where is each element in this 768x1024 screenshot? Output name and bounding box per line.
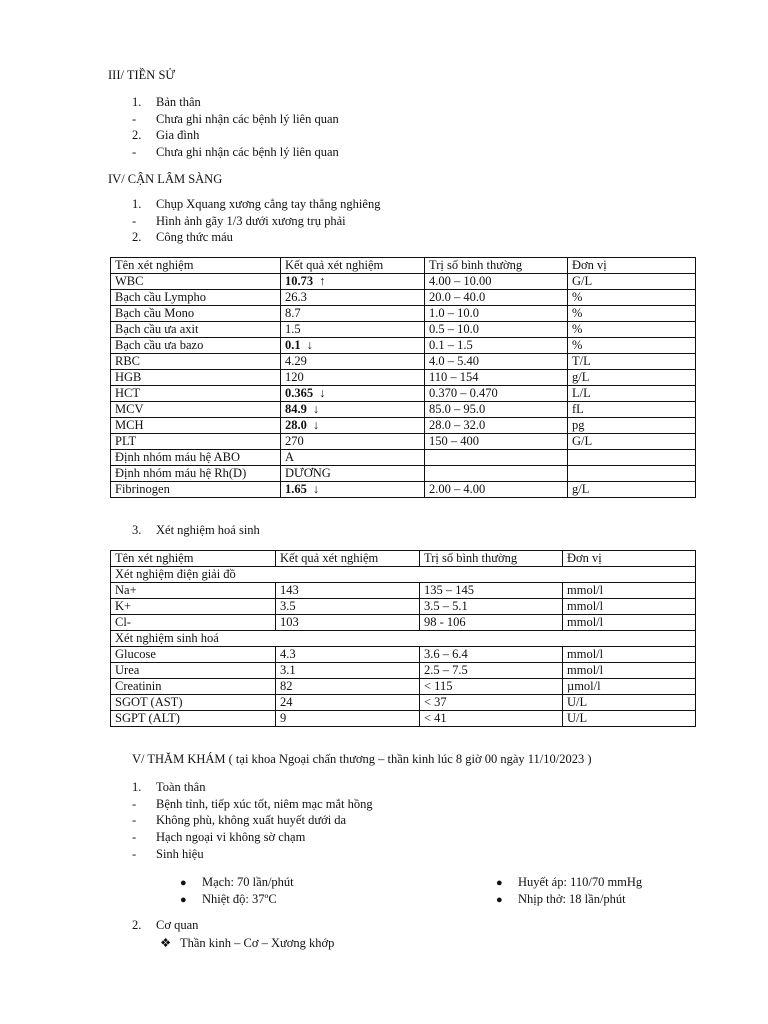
result-value: 84.9 (285, 402, 307, 416)
unit-cell: mmol/l (563, 599, 696, 615)
test-name-cell: RBC (111, 354, 281, 370)
vitals-right-list (496, 874, 642, 908)
range-cell: 2.5 – 7.5 (420, 663, 563, 679)
test-name-cell: PLT (111, 434, 281, 450)
table-row (111, 599, 696, 615)
list-text: Bản thân (156, 95, 201, 109)
group-row (111, 567, 696, 583)
test-name-cell: Bạch cầu Mono (111, 306, 281, 322)
result-value: DƯƠNG (285, 466, 331, 480)
list-text: Toàn thân (156, 780, 206, 794)
list-item (132, 829, 373, 846)
result-cell: 3.5 (276, 599, 420, 615)
result-cell (281, 466, 425, 482)
organ-subitem: ❖ Thần kinh – Cơ – Xương khớp (160, 936, 335, 950)
test-name-cell: Fibrinogen (111, 482, 281, 498)
range-cell: 150 – 400 (425, 434, 568, 450)
range-cell: 0.5 – 10.0 (425, 322, 568, 338)
test-name-cell: MCH (111, 418, 281, 434)
bullet-icon: ● (180, 877, 187, 889)
list-text: Chưa ghi nhận các bệnh lý liên quan (156, 145, 339, 160)
result-value: 4.29 (285, 354, 307, 368)
table-row (111, 370, 696, 386)
vital-item (496, 874, 642, 891)
range-cell: 85.0 – 95.0 (425, 402, 568, 418)
list-item (132, 796, 373, 813)
unit-cell: % (568, 290, 696, 306)
header-cell: Kết quả xét nghiệm (281, 258, 425, 274)
table-row (111, 306, 696, 322)
exam-list (132, 779, 373, 862)
range-cell: < 115 (420, 679, 563, 695)
result-cell (281, 434, 425, 450)
unit-cell: µmol/l (563, 679, 696, 695)
result-cell (281, 290, 425, 306)
list-item: 2. Cơ quan (132, 918, 199, 932)
result-cell (281, 418, 425, 434)
unit-cell: G/L (568, 434, 696, 450)
vital-text: Huyết áp: 110/70 mmHg (518, 875, 643, 889)
list-item (132, 229, 380, 246)
table-row (111, 482, 696, 498)
result-cell: 3.1 (276, 663, 420, 679)
table-row (111, 402, 696, 418)
arrow-down-icon: ↓ (319, 386, 326, 400)
vital-text: Mạch: 70 lần/phút (202, 875, 294, 889)
table-row (111, 418, 696, 434)
result-value: 26.3 (285, 290, 307, 304)
unit-cell: fL (568, 402, 696, 418)
section-3-title: III/ TIỀN SỬ (108, 68, 176, 82)
list-marker: 1. (132, 95, 142, 109)
test-name-cell: Glucose (111, 647, 276, 663)
test-name-cell: Urea (111, 663, 276, 679)
result-cell: 9 (276, 711, 420, 727)
range-cell: 28.0 – 32.0 (425, 418, 568, 434)
table-row (111, 274, 696, 290)
list-item (132, 812, 373, 829)
result-cell (281, 386, 425, 402)
unit-cell: g/L (568, 482, 696, 498)
table-row (111, 322, 696, 338)
range-cell: 98 - 106 (420, 615, 563, 631)
table-row (111, 615, 696, 631)
list-marker: 1. (132, 780, 142, 794)
list-text: Hình ảnh gãy 1/3 dưới xương trụ phải (156, 213, 346, 228)
result-value: 28.0 (285, 418, 307, 432)
list-text: Công thức máu (156, 230, 233, 245)
header-cell: Đơn vị (568, 258, 696, 274)
test-name-cell: Cl- (111, 615, 276, 631)
table-row (111, 695, 696, 711)
result-value: 10.73 (285, 274, 314, 288)
list-text: Không phù, không xuất huyết dưới da (156, 813, 347, 828)
bullet-icon: ● (496, 894, 503, 906)
header-cell: Kết quả xét nghiệm (276, 551, 420, 567)
list-item (132, 111, 339, 128)
arrow-down-icon: ↓ (312, 482, 320, 496)
list-item: 3. Xét nghiệm hoá sinh (132, 523, 260, 537)
test-name-cell: Creatinin (111, 679, 276, 695)
test-name-cell: MCV (111, 402, 281, 418)
header-cell: Đơn vị (563, 551, 696, 567)
result-cell (281, 322, 425, 338)
range-cell: 20.0 – 40.0 (425, 290, 568, 306)
result-cell (281, 482, 425, 498)
test-name-cell: HGB (111, 370, 281, 386)
list-marker: 2. (132, 128, 142, 143)
result-cell (281, 338, 425, 354)
table-header-row (111, 551, 696, 567)
test-name-cell: Bạch cầu Lympho (111, 290, 281, 306)
list-item (132, 144, 339, 161)
list-marker: - (132, 213, 137, 228)
vital-item (180, 874, 294, 891)
list-item (132, 196, 380, 213)
list-marker: 2. (132, 230, 142, 245)
range-cell: < 37 (420, 695, 563, 711)
test-name-cell: Na+ (111, 583, 276, 599)
table-row (111, 663, 696, 679)
unit-cell: mmol/l (563, 663, 696, 679)
unit-cell: pg (568, 418, 696, 434)
result-value: A (285, 450, 295, 464)
result-cell (281, 354, 425, 370)
test-name-cell: Định nhóm máu hệ ABO (111, 450, 281, 466)
test-name-cell: Bạch cầu ưa bazo (111, 338, 281, 354)
test-name-cell: HCT (111, 386, 281, 402)
group-label-cell: Xét nghiệm điện giải đồ (111, 567, 696, 583)
list-text: Chưa ghi nhận các bệnh lý liên quan (156, 111, 339, 126)
list-marker: - (132, 796, 137, 811)
unit-cell: g/L (568, 370, 696, 386)
unit-cell: % (568, 322, 696, 338)
unit-cell: U/L (563, 711, 696, 727)
result-value: 1.5 (285, 322, 301, 336)
unit-cell: U/L (563, 695, 696, 711)
range-cell: 0.1 – 1.5 (425, 338, 568, 354)
range-cell: 135 – 145 (420, 583, 563, 599)
result-cell: 82 (276, 679, 420, 695)
table-row (111, 466, 696, 482)
result-cell (281, 402, 425, 418)
list-marker: - (132, 813, 137, 828)
list-item (132, 127, 339, 144)
list-marker: - (132, 145, 137, 160)
list-text: Gia đình (156, 128, 200, 143)
unit-cell: % (568, 306, 696, 322)
range-cell: 4.00 – 10.00 (425, 274, 568, 290)
vital-text: Nhiệt độ: 37ºC (202, 892, 277, 906)
range-cell: 1.0 – 10.0 (425, 306, 568, 322)
result-cell (281, 370, 425, 386)
result-value: 0.1 (285, 338, 301, 352)
list-item (132, 779, 373, 796)
test-name-cell: Định nhóm máu hệ Rh(D) (111, 466, 281, 482)
arrow-down-icon: ↓ (312, 402, 320, 416)
result-value: 8.7 (285, 306, 301, 320)
vitals-left-list (180, 874, 294, 908)
range-cell (425, 450, 568, 466)
table-row (111, 354, 696, 370)
range-cell: < 41 (420, 711, 563, 727)
range-cell: 2.00 – 4.00 (425, 482, 568, 498)
list-marker: - (132, 830, 137, 845)
unit-cell: mmol/l (563, 615, 696, 631)
unit-cell (568, 450, 696, 466)
vital-item (180, 891, 294, 908)
result-cell: 143 (276, 583, 420, 599)
header-cell: Tên xét nghiệm (111, 551, 276, 567)
list-item (132, 94, 339, 111)
result-cell: 24 (276, 695, 420, 711)
result-cell (281, 450, 425, 466)
table-header-row (111, 258, 696, 274)
table-row (111, 338, 696, 354)
test-name-cell: WBC (111, 274, 281, 290)
vital-signs (180, 874, 680, 908)
unit-cell: L/L (568, 386, 696, 402)
range-cell: 3.6 – 6.4 (420, 647, 563, 663)
header-cell: Trị số bình thường (425, 258, 568, 274)
result-value: 120 (285, 370, 304, 384)
diamond-bullet-icon: ❖ (160, 936, 172, 950)
biochemistry-table (110, 550, 696, 727)
group-label-cell: Xét nghiệm sinh hoá (111, 631, 696, 647)
history-list (132, 94, 339, 161)
list-text: Chụp Xquang xương cẳng tay thẳng nghiêng (156, 197, 381, 211)
header-cell: Tên xét nghiệm (111, 258, 281, 274)
result-value: 0.365 (285, 386, 314, 400)
table-row (111, 679, 696, 695)
list-text: Hạch ngoại vi không sờ chạm (156, 830, 306, 845)
unit-cell: G/L (568, 274, 696, 290)
unit-cell (568, 466, 696, 482)
table-row (111, 711, 696, 727)
result-value: 270 (285, 434, 304, 448)
section-4-title: IV/ CẬN LÂM SÀNG (108, 172, 223, 186)
result-cell: 103 (276, 615, 420, 631)
arrow-down-icon: ↓ (312, 418, 320, 432)
test-name-cell: K+ (111, 599, 276, 615)
list-marker: - (132, 846, 137, 861)
bullet-icon: ● (180, 894, 187, 906)
result-value: 1.65 (285, 482, 307, 496)
result-cell (281, 274, 425, 290)
paraclinical-list (132, 196, 380, 246)
table-row (111, 290, 696, 306)
table-row (111, 450, 696, 466)
list-marker: - (132, 111, 137, 126)
list-text: Bệnh tỉnh, tiếp xúc tốt, niêm mạc mắt hồng (156, 796, 373, 811)
arrow-up-icon: ↑ (319, 274, 326, 288)
range-cell: 3.5 – 5.1 (420, 599, 563, 615)
test-name-cell: Bạch cầu ưa axit (111, 322, 281, 338)
unit-cell: % (568, 338, 696, 354)
arrow-down-icon: ↓ (306, 338, 313, 352)
header-cell: Trị số bình thường (420, 551, 563, 567)
list-item (132, 846, 373, 863)
range-cell (425, 466, 568, 482)
table-row (111, 583, 696, 599)
table-row (111, 647, 696, 663)
unit-cell: mmol/l (563, 647, 696, 663)
section-5-title: V/ THĂM KHÁM ( tại khoa Ngoại chấn thương – thần kinh lúc 8 giờ 00 ngày 11/10/2023 ) (132, 752, 592, 766)
table-row (111, 434, 696, 450)
bullet-icon: ● (496, 877, 503, 889)
unit-cell: mmol/l (563, 583, 696, 599)
list-item (132, 213, 380, 230)
test-name-cell: SGPT (ALT) (111, 711, 276, 727)
result-cell (281, 306, 425, 322)
result-cell: 4.3 (276, 647, 420, 663)
list-marker: 1. (132, 197, 142, 211)
vital-text: Nhịp thở: 18 lần/phút (518, 892, 626, 906)
vital-item (496, 891, 642, 908)
test-name-cell: SGOT (AST) (111, 695, 276, 711)
blood-count-table (110, 257, 696, 498)
chem-heading (132, 522, 260, 539)
group-row (111, 631, 696, 647)
table-row (111, 386, 696, 402)
range-cell: 4.0 – 5.40 (425, 354, 568, 370)
unit-cell: T/L (568, 354, 696, 370)
list-text: Sinh hiệu (156, 846, 204, 861)
range-cell: 110 – 154 (425, 370, 568, 386)
organ-heading (132, 917, 198, 934)
range-cell: 0.370 – 0.470 (425, 386, 568, 402)
